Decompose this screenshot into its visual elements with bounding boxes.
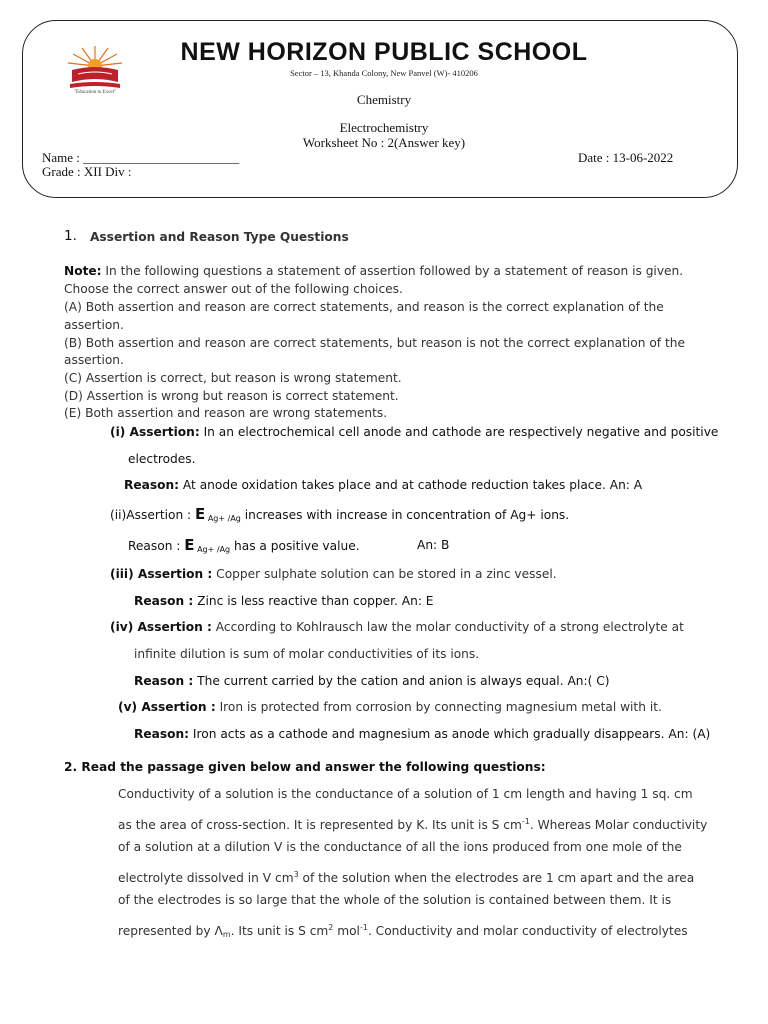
q1-reason — [124, 478, 642, 493]
q3-reason — [134, 594, 434, 609]
passage-line-5: of the electrodes is so large that the whole of the solution is contained between them. It is — [118, 893, 672, 907]
q2-assertion — [110, 507, 569, 526]
topic: Electrochemistry — [339, 120, 429, 135]
worksheet-number: Worksheet No : 2(Answer key) — [302, 135, 466, 150]
q2-reason-label: Reason : — [128, 539, 185, 553]
passage-line-1: Conductivity of a solution is the conductance of a solution of 1 cm length and having 1 sq. cm — [118, 787, 693, 801]
note-line-8: (D) Assertion is wrong but reason is correct statement. — [64, 389, 399, 403]
school-name: NEW HORIZON PUBLIC SCHOOL — [180, 38, 588, 66]
passage-line-4b: of the solution when the electrodes are 1 cm apart and the area — [298, 871, 695, 885]
passage-line-6d: . Conductivity and molar conductivity of electrolytes — [367, 924, 688, 938]
q3-assertion — [110, 567, 557, 582]
q1-text: In an electrochemical cell anode and cathode are respectively negative and positive — [199, 425, 719, 439]
q5-reason-label: Reason: — [134, 727, 190, 741]
q5-reason-text: Iron acts as a cathode and magnesium as anode which gradually disappears. An: (A) — [189, 727, 711, 741]
passage-line-4-sup: 3 — [293, 870, 299, 879]
passage-line-2 — [118, 814, 707, 833]
note-line-2: Choose the correct answer out of the following choices. — [64, 282, 403, 296]
passage-line-3: of a solution at a dilution V is the conductance of all the ions produced from one mole of the — [118, 840, 682, 854]
note-line-9: (E) Both assertion and reason are wrong statements. — [64, 406, 388, 420]
subject: Chemistry — [356, 92, 412, 107]
q1-assertion — [110, 425, 718, 440]
note-label: Note: — [64, 264, 102, 278]
passage-line-4a: electrolyte dissolved in V cm — [118, 871, 294, 885]
note-line-3: (A) Both assertion and reason are correct statements, and reason is the correct explanation of the — [64, 300, 664, 314]
section1-title: Assertion and Reason Type Questions — [90, 230, 349, 244]
passage-line-6b: . Its unit is S cm — [230, 924, 329, 938]
q4-text: According to Kohlrausch law the molar conductivity of a strong electrolyte at — [211, 620, 684, 634]
passage-line-2a: as the area of cross-section. It is represented by K. Its unit is S cm — [118, 818, 522, 832]
q5-label: (v) Assertion : — [118, 700, 216, 714]
q2-reason-e: E — [184, 536, 195, 554]
note-line-5: (B) Both assertion and reason are correct statements, but reason is not the correct explanation of the — [64, 336, 685, 350]
q4-reason-label: Reason : — [134, 674, 194, 688]
q2-subscript: Ag+ /Ag — [205, 514, 241, 523]
passage-line-6-sup2: -1 — [359, 923, 368, 932]
passage-line-6-sub: m — [222, 930, 231, 939]
q2-text: increases with increase in concentration of Ag+ ions. — [240, 508, 570, 522]
q3-reason-label: Reason : — [134, 594, 194, 608]
q3-text: Copper sulphate solution can be stored in a zinc vessel. — [212, 567, 557, 581]
passage-line-6a: represented by Λ — [118, 924, 223, 938]
q4-line2: infinite dilution is sum of molar conductivities of its ions. — [134, 647, 480, 661]
section1-number: 1. — [64, 228, 77, 244]
date-label: Date : 13-06-2022 — [578, 150, 674, 165]
q1-line2: electrodes. — [128, 452, 196, 466]
q4-assertion — [110, 620, 684, 635]
q1-reason-text: At anode oxidation takes place and at cathode reduction takes place. An: A — [179, 478, 643, 492]
q1-label: (i) Assertion: — [110, 425, 200, 439]
section2-title: 2. Read the passage given below and answer the following questions: — [64, 760, 546, 774]
q5-reason — [134, 727, 710, 742]
school-address: Sector – 13, Khanda Colony, New Panvel (W)- 410206 — [290, 68, 478, 78]
q4-reason — [134, 674, 610, 689]
note-text-1: In the following questions a statement of assertion followed by a statement of reason is given. — [101, 264, 684, 278]
q2-label: (ii)Assertion : — [110, 508, 196, 522]
passage-line-6c: mol — [333, 924, 360, 938]
q2-reason-text: has a positive value. — [230, 539, 360, 553]
q5-assertion — [118, 700, 662, 715]
q5-text: Iron is protected from corrosion by connecting magnesium metal with it. — [215, 700, 662, 714]
q2-e-symbol: E — [195, 505, 206, 523]
q4-label: (iv) Assertion : — [110, 620, 212, 634]
q3-reason-text: Zinc is less reactive than copper. An: E — [193, 594, 434, 608]
logo-motto: "Education to Excel" — [73, 90, 117, 95]
note-line-6: assertion. — [64, 353, 124, 367]
name-field: Name : ________________________ — [42, 150, 240, 165]
note-line-1 — [64, 264, 683, 279]
q2-reason — [128, 538, 360, 557]
passage-line-2-sup: -1 — [521, 817, 530, 826]
note-line-7: (C) Assertion is correct, but reason is wrong statement. — [64, 371, 402, 385]
passage-line-6-sup1: 2 — [328, 923, 334, 932]
passage-line-6 — [118, 920, 688, 942]
note-line-4: assertion. — [64, 318, 124, 332]
passage-line-4 — [118, 867, 694, 886]
q1-reason-label: Reason: — [124, 478, 180, 492]
q2-answer: An: B — [417, 538, 450, 552]
q2-reason-sub: Ag+ /Ag — [194, 545, 231, 554]
passage-line-2b: . Whereas Molar conductivity — [529, 818, 708, 832]
q4-reason-text: The current carried by the cation and anion is always equal. An:( C) — [193, 674, 610, 688]
grade-field: Grade : XII Div : — [42, 164, 132, 179]
q3-label: (iii) Assertion : — [110, 567, 213, 581]
